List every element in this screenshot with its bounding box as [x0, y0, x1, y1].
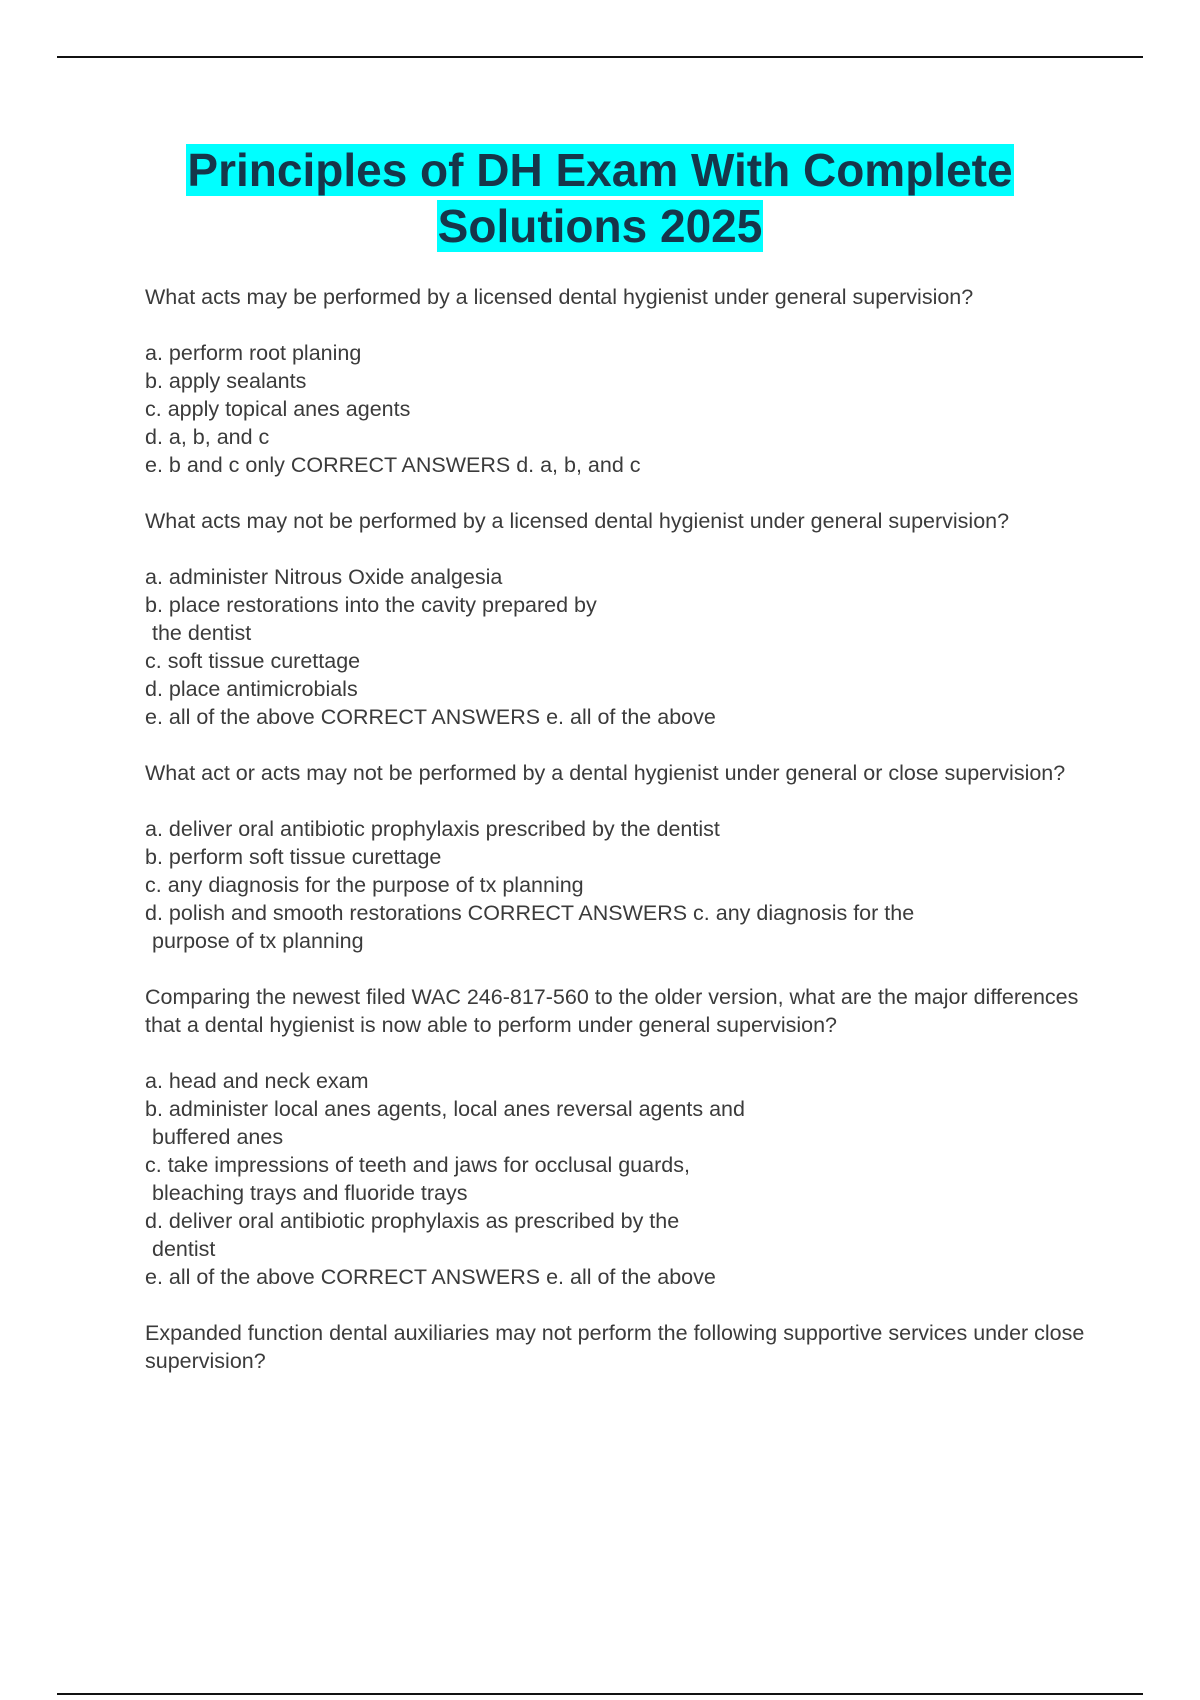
option-line: a. perform root planing [145, 341, 362, 365]
option-line: e. all of the above CORRECT ANSWERS e. all of the above [145, 705, 716, 729]
answer-option [145, 1095, 1095, 1151]
answer-options [145, 339, 1095, 479]
option-line: b. apply sealants [145, 369, 307, 393]
option-line: c. soft tissue curettage [145, 649, 361, 673]
answer-option [145, 1263, 1095, 1291]
option-line: e. b and c only CORRECT ANSWERS d. a, b, and c [145, 453, 641, 477]
answer-options [145, 1067, 1095, 1291]
answer-option [145, 871, 1095, 899]
answer-option [145, 675, 1095, 703]
answer-option [145, 1067, 1095, 1095]
option-line: a. administer Nitrous Oxide analgesia [145, 565, 503, 589]
option-line: d. deliver oral antibiotic prophylaxis as prescribed by the [145, 1209, 680, 1233]
question-text: Expanded function dental auxiliaries may not perform the following supportive services under close supervision? [145, 1321, 1085, 1373]
option-line-continued: dentist [152, 1237, 216, 1261]
page-title [0, 142, 1200, 254]
answer-options [145, 815, 1095, 955]
option-line: d. a, b, and c [145, 425, 270, 449]
answer-option [145, 395, 1095, 423]
option-line: a. deliver oral antibiotic prophylaxis prescribed by the dentist [145, 817, 720, 841]
answer-option [145, 647, 1095, 675]
question-block [145, 1319, 1095, 1375]
question-block [145, 759, 1095, 955]
option-line-continued: the dentist [152, 621, 252, 645]
answer-option [145, 703, 1095, 731]
answer-option [145, 423, 1095, 451]
option-line: e. all of the above CORRECT ANSWERS e. all of the above [145, 1265, 716, 1289]
option-line: b. place restorations into the cavity prepared by [145, 593, 597, 617]
answer-option [145, 591, 1095, 647]
answer-option [145, 563, 1095, 591]
answer-option [145, 1207, 1095, 1263]
option-line-continued: purpose of tx planning [152, 929, 364, 953]
question-text: Comparing the newest filed WAC 246-817-560 to the older version, what are the major differences that a dental hygienist is now able to perform under general supervision? [145, 985, 1079, 1037]
option-line-continued: buffered anes [152, 1125, 284, 1149]
question-list [145, 283, 1095, 1375]
question-text: What acts may be performed by a licensed dental hygienist under general supervision? [145, 285, 974, 309]
question-block [145, 283, 1095, 479]
answer-option [145, 815, 1095, 843]
question-block [145, 983, 1095, 1291]
option-line: d. place antimicrobials [145, 677, 358, 701]
option-line: b. administer local anes agents, local anes reversal agents and [145, 1097, 745, 1121]
option-line-continued: bleaching trays and fluoride trays [152, 1181, 468, 1205]
question-text: What acts may not be performed by a licensed dental hygienist under general supervision? [145, 509, 1010, 533]
option-line: c. any diagnosis for the purpose of tx planning [145, 873, 584, 897]
answer-option [145, 899, 1095, 955]
option-line: b. perform soft tissue curettage [145, 845, 442, 869]
question-block [145, 507, 1095, 731]
bottom-rule [57, 1693, 1143, 1695]
option-line: d. polish and smooth restorations CORRECT ANSWERS c. any diagnosis for the [145, 901, 915, 925]
answer-option [145, 843, 1095, 871]
answer-option [145, 339, 1095, 367]
answer-options [145, 563, 1095, 731]
title-line-1: Principles of DH Exam With Complete [187, 144, 1013, 196]
answer-option [145, 1151, 1095, 1207]
answer-option [145, 367, 1095, 395]
option-line: a. head and neck exam [145, 1069, 369, 1093]
title-line-2: Solutions 2025 [437, 200, 763, 252]
option-line: c. take impressions of teeth and jaws for occlusal guards, [145, 1153, 690, 1177]
option-line: c. apply topical anes agents [145, 397, 411, 421]
answer-option [145, 451, 1095, 479]
top-rule [57, 56, 1143, 58]
question-text: What act or acts may not be performed by a dental hygienist under general or close supervision? [145, 761, 1066, 785]
